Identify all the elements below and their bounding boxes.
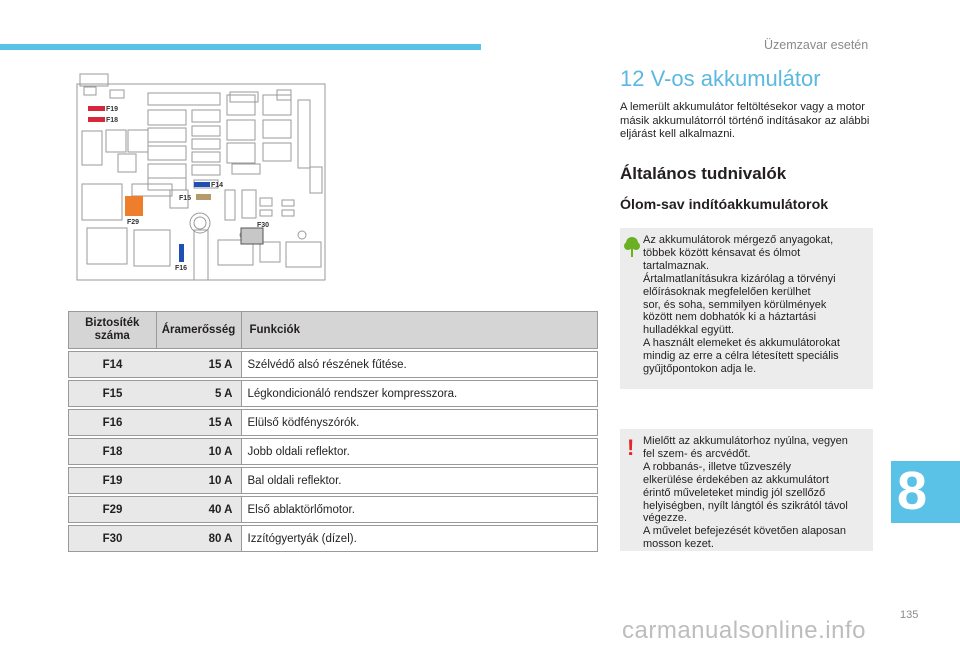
fuse-f18-mark (88, 117, 105, 122)
table-row (69, 352, 598, 378)
cell-fuse: F16 (69, 410, 157, 436)
cell-fuse: F15 (69, 381, 157, 407)
label-f14: F14 (211, 182, 224, 189)
cell-func: Szélvédő alsó részének fűtése. (241, 352, 598, 378)
table-row (69, 497, 598, 523)
cell-amp: 10 A (156, 468, 241, 494)
table-row (69, 468, 598, 494)
label-f15: F15 (179, 195, 192, 202)
fuse-f15-mark (196, 194, 211, 200)
cell-func: Elülső ködfényszórók. (241, 410, 598, 436)
environment-note-box (620, 228, 873, 389)
cell-func: Jobb oldali reflektor. (241, 439, 598, 465)
section-heading: Általános tudnivalók (620, 164, 787, 183)
table-row (69, 526, 598, 552)
label-f29: F29 (127, 219, 140, 226)
cell-amp: 80 A (156, 526, 241, 552)
label-f18: F18 (106, 117, 119, 124)
cell-fuse: F18 (69, 439, 157, 465)
page-title: 12 V-os akkumulátor (620, 66, 821, 91)
cell-amp: 15 A (156, 410, 241, 436)
cell-fuse: F14 (69, 352, 157, 378)
header-func: Funkciók (241, 312, 598, 349)
environment-note-text: Az akkumulátorok mérgező anyagokat, többek között kénsavat és ólmot tartalmaznak. Ártalmatlanításukra kizárólag a törvényi előírásoknak megfelelően kerülhet sor, és soha, semmilyen körülmények között nem dobhatók ki a háztartási hulladékkal együtt. A használt elemeket és akkumulátorokat mindig az erre a célra létesített speciális gyűjtőpontokon adja le. (643, 234, 840, 376)
table-row (69, 410, 598, 436)
label-f16: F16 (175, 265, 188, 272)
table-header-row (69, 312, 598, 349)
warning-icon: ! (627, 435, 635, 460)
fuse-f30-mark (241, 228, 263, 244)
fuse-f16-mark (179, 244, 184, 262)
cell-fuse: F30 (69, 526, 157, 552)
label-f19: F19 (106, 106, 119, 113)
fuse-f14-mark (194, 182, 210, 187)
warning-text: Mielőtt az akkumulátorhoz nyúlna, vegyen fel szem- és arcvédőt. A robbanás-, illetve tűzveszély elkerülése érdekében az akkumulátort érintő műveleteket mindig jól szellőző helyiségben, nyílt lángtól és szikrától távol végezze. A művelet befejezését követően alaposan mosson kezet. (643, 435, 848, 551)
cell-amp: 10 A (156, 439, 241, 465)
fuse-box-diagram (70, 70, 332, 294)
fuse-f29-mark (125, 196, 143, 216)
intro-paragraph: A lemerült akkumulátor feltöltésekor vagy a motor másik akkumulátorról történő indításakor az alábbi eljárást kell alkalmazni. (620, 101, 870, 140)
cell-fuse: F29 (69, 497, 157, 523)
cell-func: Bal oldali reflektor. (241, 468, 598, 494)
table-row (69, 381, 598, 407)
header-accent-bar (0, 44, 481, 50)
subsection-heading: Ólom-sav indítóakkumulátorok (620, 197, 829, 213)
cell-amp: 5 A (156, 381, 241, 407)
page-number: 135 (900, 609, 919, 621)
fuse-f19-mark (88, 106, 105, 111)
cell-fuse: F19 (69, 468, 157, 494)
table-row (69, 439, 598, 465)
cell-amp: 40 A (156, 497, 241, 523)
header-amp: Áramerősség (156, 312, 241, 349)
cell-func: Első ablaktörlőmotor. (241, 497, 598, 523)
chapter-title: Üzemzavar esetén (764, 38, 869, 52)
cell-amp: 15 A (156, 352, 241, 378)
label-f30: F30 (257, 222, 270, 229)
fuse-table (68, 311, 598, 552)
watermark: carmanualsonline.info (622, 617, 866, 644)
cell-func: Izzítógyertyák (dízel). (241, 526, 598, 552)
warning-box (620, 429, 873, 551)
header-fuse: Biztosíték száma (69, 312, 157, 349)
cell-func: Légkondicionáló rendszer kompresszora. (241, 381, 598, 407)
tree-icon (624, 236, 640, 258)
chapter-number: 8 (897, 461, 928, 521)
